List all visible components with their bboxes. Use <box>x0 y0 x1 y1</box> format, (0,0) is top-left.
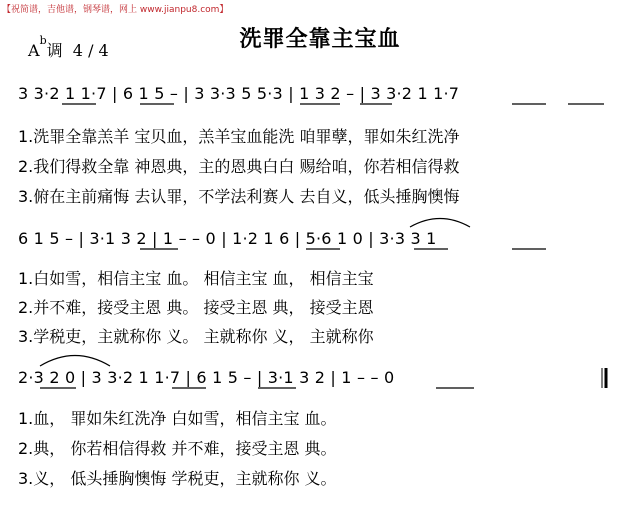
watermark: 【祝简谱，吉他谱，钢琴谱，网上 www.jianpu8.com】 <box>2 5 229 15</box>
key-meter: 4 / 4 <box>72 41 109 60</box>
lyric-row-1-verse-1: 1.洗罪全靠羔羊 宝贝血，羔羊宝血能洗 咱罪孽，罪如朱红洗净 <box>18 127 460 146</box>
page-title: 洗罪全靠主宝血 <box>239 27 401 52</box>
lyric-row-2-verse-3: 3.学税吏，主就称你 义。 主就称你 义， 主就称你 <box>18 327 374 346</box>
lyric-row-3-verse-3: 3.义， 低头捶胸懊悔 学税吏，主就称你 义。 <box>18 469 337 488</box>
lyric-row-1-verse-3: 3.俯在主前痛悔 去认罪，不学法利赛人 去自义，低头捶胸懊悔 <box>18 187 460 206</box>
notation-row-3: 2·3 2 0 | 3 3·2 1 1·7 | 6 1 5 – | 3·1 3 2 | 1 – – 0 <box>18 368 395 387</box>
key-signature <box>28 33 109 61</box>
notation-row-2: 6 1 5 – | 3·1 3 2 | 1 – – 0 | 1·2 1 6 | 5·6 1 0 | 3·3 3 1 <box>18 229 437 248</box>
lyric-row-2-verse-1: 1.白如雪，相信主宝 血。 相信主宝 血， 相信主宝 <box>18 269 374 288</box>
lyric-row-3-verse-1: 1.血， 罪如朱红洗净 白如雪，相信主宝 血。 <box>18 409 337 428</box>
lyric-row-3-verse-2: 2.典， 你若相信得救 并不难，接受主恩 典。 <box>18 439 337 458</box>
key-label: 调 <box>46 41 63 60</box>
key-flat: b <box>39 33 47 47</box>
key-note: A <box>28 41 40 60</box>
lyric-row-2-verse-2: 2.并不难，接受主恩 典。 接受主恩 典， 接受主恩 <box>18 298 374 317</box>
lyric-row-1-verse-2: 2.我们得救全靠 神恩典，主的恩典白白 赐给咱，你若相信得救 <box>18 157 460 176</box>
notation-row-1: 3 3·2 1 1·7 | 6 1 5 – | 3 3·3 5 5·3 | 1 3 2 – | 3 3·2 1 1·7 <box>18 84 460 103</box>
